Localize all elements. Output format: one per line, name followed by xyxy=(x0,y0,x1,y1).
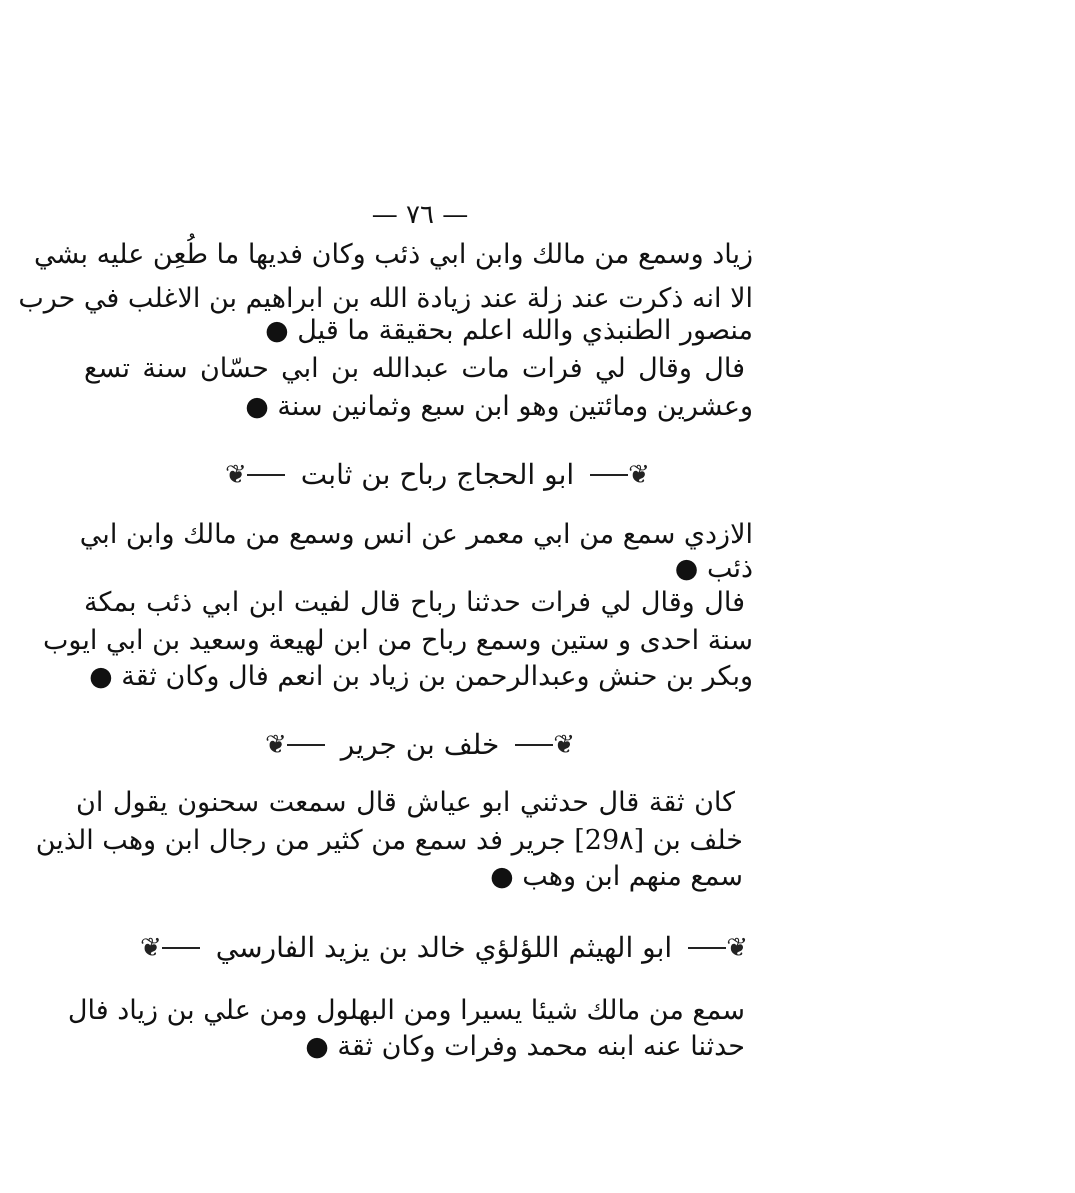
text-line: سمع منهم ابن وهب ● xyxy=(490,861,743,892)
knot-ornament-icon: ❦ xyxy=(628,460,650,490)
section-heading xyxy=(225,455,650,495)
ornament-right xyxy=(590,462,650,488)
heading-title: خلف بن جرير xyxy=(340,728,500,761)
ornament-dash xyxy=(688,947,726,949)
text-line: منصور الطنبذي والله اعلم بحقيقة ما قيل ● xyxy=(265,315,753,346)
text-line: فال وقال لي فرات مات عبدالله بن ابي حسّان سنة تسع xyxy=(84,353,745,384)
ornament-dash xyxy=(515,744,553,746)
text-line: وبكر بن حنش وعبدالرحمن بن زياد بن انعم فال وكان ثقة ● xyxy=(89,661,753,692)
text-line: خلف بن [29٨] جرير فد سمع من كثير من رجال ابن وهب الذين xyxy=(35,825,743,856)
page-number: — ٧٦ — xyxy=(371,200,469,230)
ornament-dash xyxy=(590,474,628,476)
ornament-left xyxy=(140,935,200,961)
ornament-dash xyxy=(287,744,325,746)
ornament-right xyxy=(688,935,748,961)
text-line: وعشرين ومائتين وهو ابن سبع وثمانين سنة ● xyxy=(245,391,753,422)
text-line: سمع من مالك شيئا يسيرا ومن البهلول ومن علي بن زياد فال xyxy=(67,995,745,1026)
text-line: ذئب ● xyxy=(674,553,753,584)
ornament-left xyxy=(225,462,285,488)
heading-title: ابو الهيثم اللؤلؤي خالد بن يزيد الفارسي xyxy=(215,931,673,964)
knot-ornament-icon: ❦ xyxy=(726,933,748,963)
text-line: الا انه ذكرت عند زلة عند زيادة الله بن ابراهيم بن الاغلب في حرب xyxy=(18,283,753,314)
text-line: كان ثقة قال حدثني ابو عياش قال سمعت سحنون يقول ان xyxy=(76,787,735,818)
text-line: حدثنا عنه ابنه محمد وفرات وكان ثقة ● xyxy=(305,1031,745,1062)
ornament-dash xyxy=(162,947,200,949)
heading-title: ابو الحجاج رباح بن ثابت xyxy=(300,458,575,491)
knot-ornament-icon: ❦ xyxy=(265,730,287,760)
text-line: الازدي سمع من ابي معمر عن انس وسمع من مالك وابن ابي xyxy=(79,519,753,550)
text-line: فال وقال لي فرات حدثنا رباح قال لفيت ابن ابي ذئب بمكة xyxy=(84,587,745,618)
knot-ornament-icon: ❦ xyxy=(225,460,247,490)
text-line: زياد وسمع من مالك وابن ابي ذئب وكان فديها ما طُعِن عليه بشي xyxy=(33,239,753,270)
section-heading xyxy=(140,928,748,968)
knot-ornament-icon: ❦ xyxy=(140,933,162,963)
ornament-dash xyxy=(247,474,285,476)
knot-ornament-icon: ❦ xyxy=(553,730,576,760)
section-heading xyxy=(265,725,575,765)
ornament-left xyxy=(265,732,325,758)
ornament-right xyxy=(515,732,575,758)
text-line: سنة احدى و ستين وسمع رباح من ابن لهيعة وسعيد بن ابي ايوب xyxy=(43,625,753,656)
